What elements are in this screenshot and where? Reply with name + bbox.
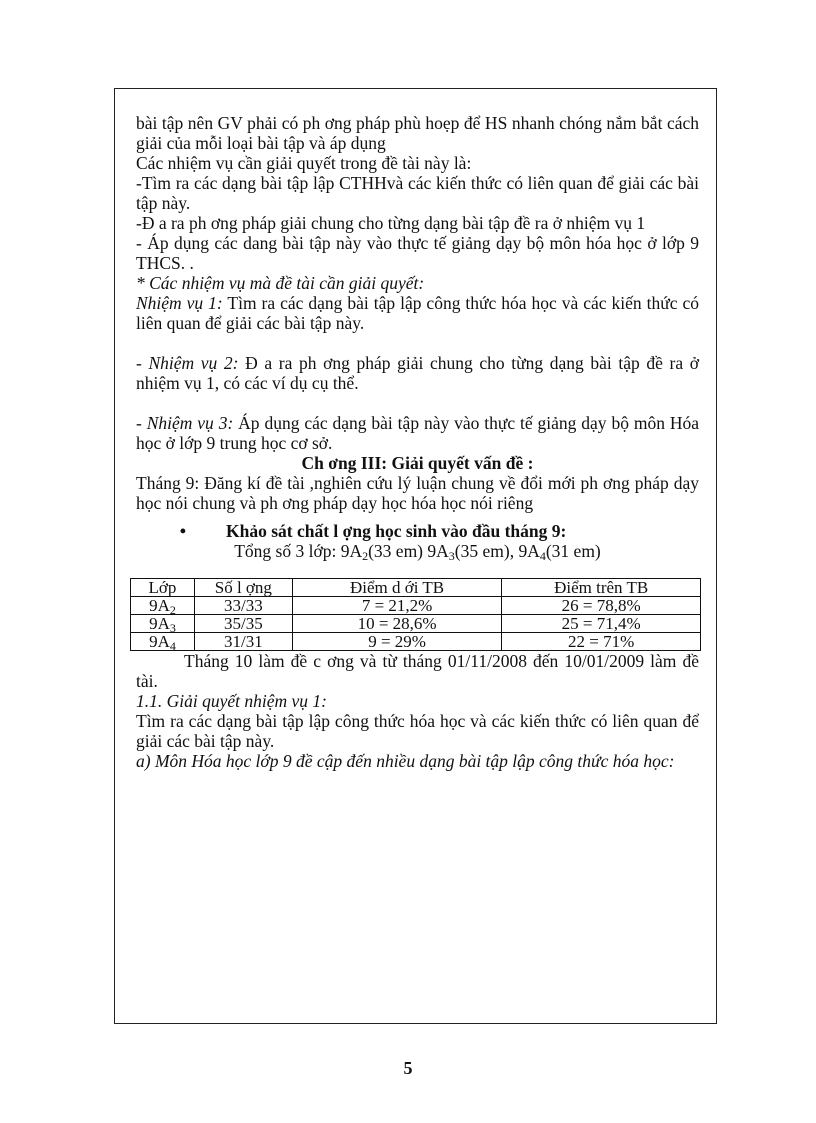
table-row [131, 597, 701, 615]
month-9-paragraph: Tháng 9: Đăng kí đề tài ,nghiên cứu lý luận chung về đổi mới ph ơng pháp dạy học nói chung và ph ơng pháp dạy học hóa học nói riêng [136, 473, 699, 513]
class-name: 9A [149, 596, 170, 615]
task-1-body: Tìm ra các dạng bài tập lập công thức hóa học và các kiến thức có liên quan để giải các bài tập này. [136, 711, 699, 751]
bullet-icon: • [179, 521, 186, 541]
below-cell: 7 = 21,2% [292, 597, 502, 615]
task-item-a: -Tìm ra các dạng bài tập lập CTHHvà các kiến thức có liên quan để giải các bài tập này. [136, 173, 699, 213]
total-sub-1: 2 [362, 549, 369, 563]
task-1-text: Tìm ra các dạng bài tập lập công thức hóa học và các kiến thức có liên quan để giải các bài tập này. [136, 293, 699, 333]
task-2-prefix: - [136, 353, 149, 373]
task-2-text: Đ a ra ph ơng pháp giải chung cho từng dạng bài tập đề ra ở nhiệm vụ 1, có các ví dụ cụ thể. [136, 353, 699, 393]
above-cell: 25 = 71,4% [502, 615, 701, 633]
survey-heading: Khảo sát chất l ợng học sinh vào đầu tháng 9: [226, 521, 567, 541]
above-cell: 22 = 71% [502, 633, 701, 651]
total-text-2: (33 em) 9A [368, 541, 449, 561]
task-3-paragraph [136, 413, 699, 453]
task-item-b: -Đ a ra ph ơng pháp giải chung cho từng dạng bài tập đề ra ở nhiệm vụ 1 [136, 213, 646, 233]
total-text-3: (35 em), 9A [454, 541, 540, 561]
task-1-label: Nhiệm vụ 1: [136, 293, 223, 313]
above-cell: 26 = 78,8% [502, 597, 701, 615]
table-header-cell: Điểm trên TB [502, 579, 701, 597]
tasks-lead: Các nhiệm vụ cần giải quyết trong đề tài này là: [136, 153, 472, 173]
tasks-heading: * Các nhiệm vụ mà đề tài cần giải quyết: [136, 273, 425, 293]
class-cell [131, 615, 195, 633]
table-header-cell: Lớp [131, 579, 195, 597]
class-cell [131, 597, 195, 615]
part-a-heading: a) Môn Hóa học lớp 9 đề cập đến nhiều dạng bài tập lập công thức hóa học: [136, 751, 675, 771]
survey-table [130, 578, 701, 651]
total-sub-3: 4 [539, 549, 546, 563]
total-sub-2: 3 [448, 549, 455, 563]
task-item-c: - Áp dụng các dang bài tập này vào thực tế giảng dạy bộ môn hóa học ở lớp 9 THCS. . [136, 233, 699, 273]
count-cell: 33/33 [194, 597, 292, 615]
intro-paragraph: bài tập nên GV phải có ph ơng pháp phù hoẹp để HS nhanh chóng nắm bắt cách giải của mỗi loại bài tập và áp dụng [136, 113, 699, 153]
total-text-1: Tổng số 3 lớp: 9A [234, 541, 363, 561]
count-cell: 35/35 [194, 615, 292, 633]
task-3-label: Nhiệm vụ 3: [146, 413, 234, 433]
class-total [136, 541, 699, 561]
class-subscript: 4 [169, 639, 176, 653]
task-3-text: Áp dụng các dạng bài tập này vào thực tế giảng dạy bộ môn Hóa học ở lớp 9 trung học cơ sở. [136, 413, 699, 453]
table-header-row [131, 579, 701, 597]
class-name: 9A [149, 614, 170, 633]
table-header-cell: Số l ợng [194, 579, 292, 597]
task-2-label: Nhiệm vụ 2: [148, 353, 239, 373]
month-10-paragraph: Tháng 10 làm đề c ơng và từ tháng 01/11/2008 đến 10/01/2009 làm đề tài. [136, 651, 699, 691]
class-name: 9A [149, 632, 170, 651]
task-1-paragraph [136, 293, 699, 333]
chapter-heading: Ch ơng III: Giải quyết vấn đề : [301, 453, 534, 473]
survey-bullet [136, 521, 699, 541]
task-3-prefix: - [136, 413, 147, 433]
table-row [131, 615, 701, 633]
below-cell: 10 = 28,6% [292, 615, 502, 633]
total-text-4: (31 em) [545, 541, 601, 561]
task-2-paragraph [136, 353, 699, 393]
page-number: 5 [403, 1058, 413, 1078]
section-1-1-heading: 1.1. Giải quyết nhiệm vụ 1: [136, 691, 327, 711]
class-cell [131, 633, 195, 651]
table-row [131, 633, 701, 651]
table-header-cell: Điểm d ới TB [292, 579, 502, 597]
class-subscript: 3 [169, 621, 176, 635]
document-body [136, 113, 699, 771]
count-cell: 31/31 [194, 633, 292, 651]
below-cell: 9 = 29% [292, 633, 502, 651]
class-subscript: 2 [169, 603, 176, 617]
